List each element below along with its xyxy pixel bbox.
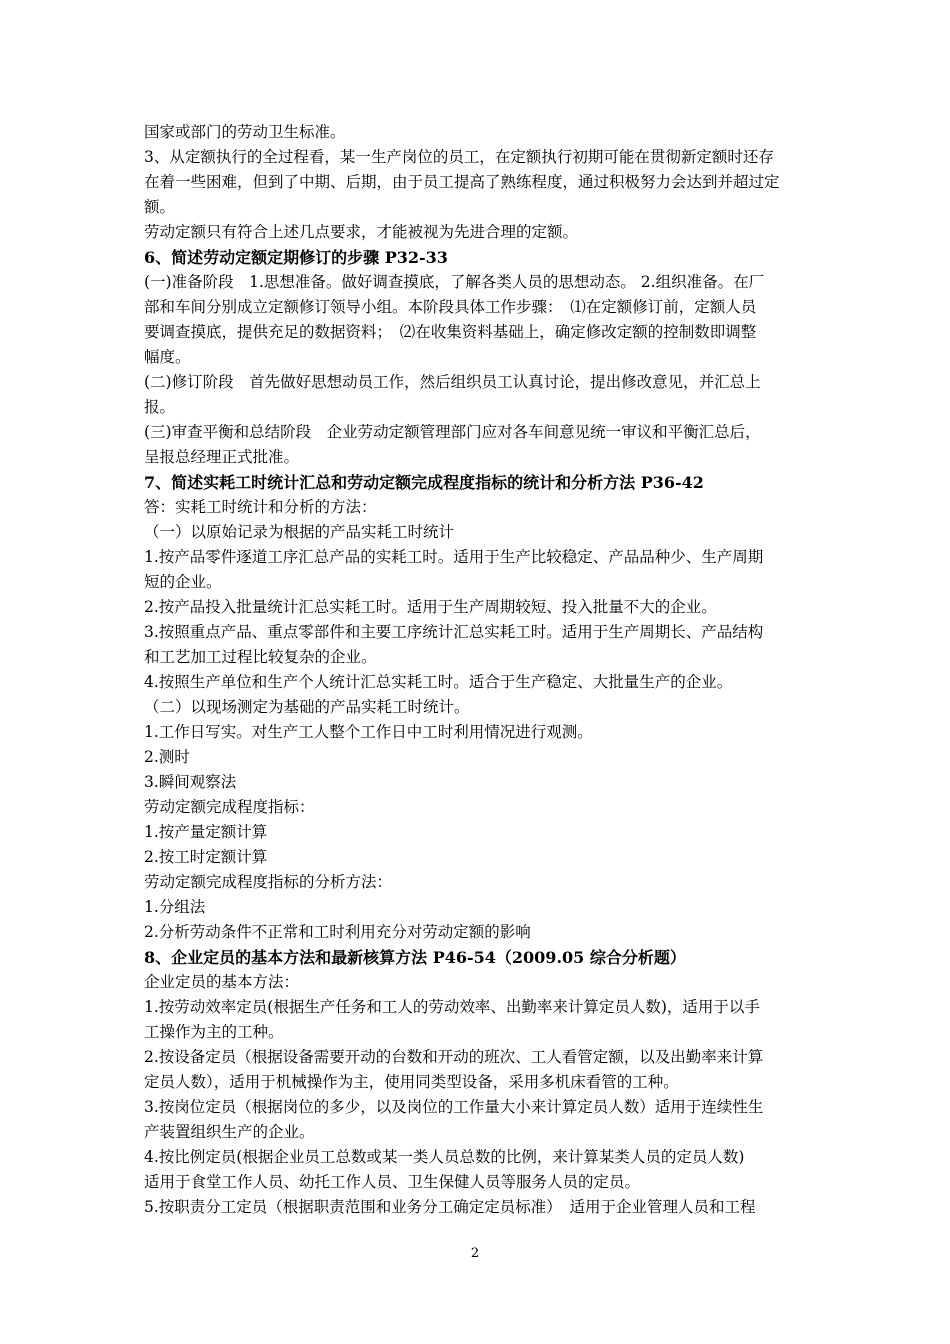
section-heading: 8、企业定员的基本方法和最新核算方法 P46-54（2009.05 综合分析题） xyxy=(144,948,686,967)
text-line: 劳动定额完成程度指标： xyxy=(144,798,315,816)
text-line: (一)准备阶段 1.思想准备。做好调查摸底，了解各类人员的思想动态。 2.组织准备。在厂 xyxy=(144,273,765,291)
text-line: （一）以原始记录为根据的产品实耗工时统计 xyxy=(144,523,455,541)
text-line: 1.工作日写实。对生产工人整个工作日中工时利用情况进行观测。 xyxy=(144,723,593,741)
text-line: 部和车间分别成立定额修订领导小组。本阶段具体工作步骤： ⑴在定额修订前，定额人员 xyxy=(144,298,757,316)
text-line: 4.按比例定员(根据企业员工总数或某一类人员总数的比例，来计算某类人员的定员人数) xyxy=(144,1148,745,1166)
text-line: 4.按照生产单位和生产个人统计汇总实耗工时。适合于生产稳定、大批量生产的企业。 xyxy=(144,673,733,691)
text-line: 3.按岗位定员（根据岗位的多少，以及岗位的工作量大小来计算定员人数）适用于连续性生 xyxy=(144,1098,764,1116)
text-line: 适用于食堂工作人员、幼托工作人员、卫生保健人员等服务人员的定员。 xyxy=(144,1173,641,1191)
text-line: (三)审查平衡和总结阶段 企业劳动定额管理部门应对各车间意见统一审议和平衡汇总后， xyxy=(144,423,761,441)
text-line: 答：实耗工时统计和分析的方法： xyxy=(144,498,377,516)
text-line: 要调查摸底，提供充足的数据资料； ⑵在收集资料基础上，确定修改定额的控制数即调整 xyxy=(144,323,757,341)
text-line: 工操作为主的工种。 xyxy=(144,1023,284,1041)
text-line: 1.按劳动效率定员(根据生产任务和工人的劳动效率、出勤率来计算定员人数)，适用于以手 xyxy=(144,998,760,1016)
text-line: 幅度。 xyxy=(144,348,191,366)
text-line: 2.按产品投入批量统计汇总实耗工时。适用于生产周期较短、投入批量不大的企业。 xyxy=(144,598,717,616)
text-line: 在着一些困难，但到了中期、后期，由于员工提高了熟练程度，通过积极努力会达到并超过定 xyxy=(144,173,780,191)
text-line: (二)修订阶段 首先做好思想动员工作，然后组织员工认真讨论，提出修改意见，并汇总上 xyxy=(144,373,761,391)
text-line: 2.按工时定额计算 xyxy=(144,848,268,866)
text-line: 报。 xyxy=(144,398,176,416)
text-line: 2.按设备定员（根据设备需要开动的台数和开动的班次、工人看管定额，以及出勤率来计算 xyxy=(144,1048,764,1066)
text-line: 2.测时 xyxy=(144,748,190,766)
text-line: 1.按产品零件逐道工序汇总产品的实耗工时。适用于生产比较稳定、产品品种少、生产周期 xyxy=(144,548,764,566)
page-number: 2 xyxy=(470,1246,480,1261)
text-line: 3.按照重点产品、重点零部件和主要工序统计汇总实耗工时。适用于生产周期长、产品结构 xyxy=(144,623,764,641)
text-line: 短的企业。 xyxy=(144,573,222,591)
text-line: 2.分析劳动条件不正常和工时利用充分对劳动定额的影响 xyxy=(144,923,531,941)
text-line: 呈报总经理正式批准。 xyxy=(144,448,300,466)
text-line: 企业定员的基本方法： xyxy=(144,973,300,991)
text-line: 3、从定额执行的全过程看，某一生产岗位的员工，在定额执行初期可能在贯彻新定额时还存 xyxy=(144,148,774,166)
text-line: 劳动定额完成程度指标的分析方法： xyxy=(144,873,393,891)
text-line: 国家或部门的劳动卫生标准。 xyxy=(144,123,346,141)
text-line: 和工艺加工过程比较复杂的企业。 xyxy=(144,648,377,666)
text-line: 1.按产量定额计算 xyxy=(144,823,268,841)
text-line: 劳动定额只有符合上述几点要求，才能被视为先进合理的定额。 xyxy=(144,223,579,241)
text-line: 5.按职责分工定员（根据职责范围和业务分工确定定员标准） 适用于企业管理人员和工程 xyxy=(144,1198,756,1216)
text-line: 1.分组法 xyxy=(144,898,206,916)
section-heading: 6、简述劳动定额定期修订的步骤 P32-33 xyxy=(144,248,448,267)
text-line: （二）以现场测定为基础的产品实耗工时统计。 xyxy=(144,698,470,716)
section-heading: 7、简述实耗工时统计汇总和劳动定额完成程度指标的统计和分析方法 P36-42 xyxy=(144,473,704,492)
text-line: 3.瞬间观察法 xyxy=(144,773,237,791)
page-content xyxy=(144,120,814,1220)
text-line: 定员人数），适用于机械操作为主，使用同类型设备，采用多机床看管的工种。 xyxy=(144,1073,679,1091)
text-line: 产装置组织生产的企业。 xyxy=(144,1123,315,1141)
text-line: 额。 xyxy=(144,198,176,216)
